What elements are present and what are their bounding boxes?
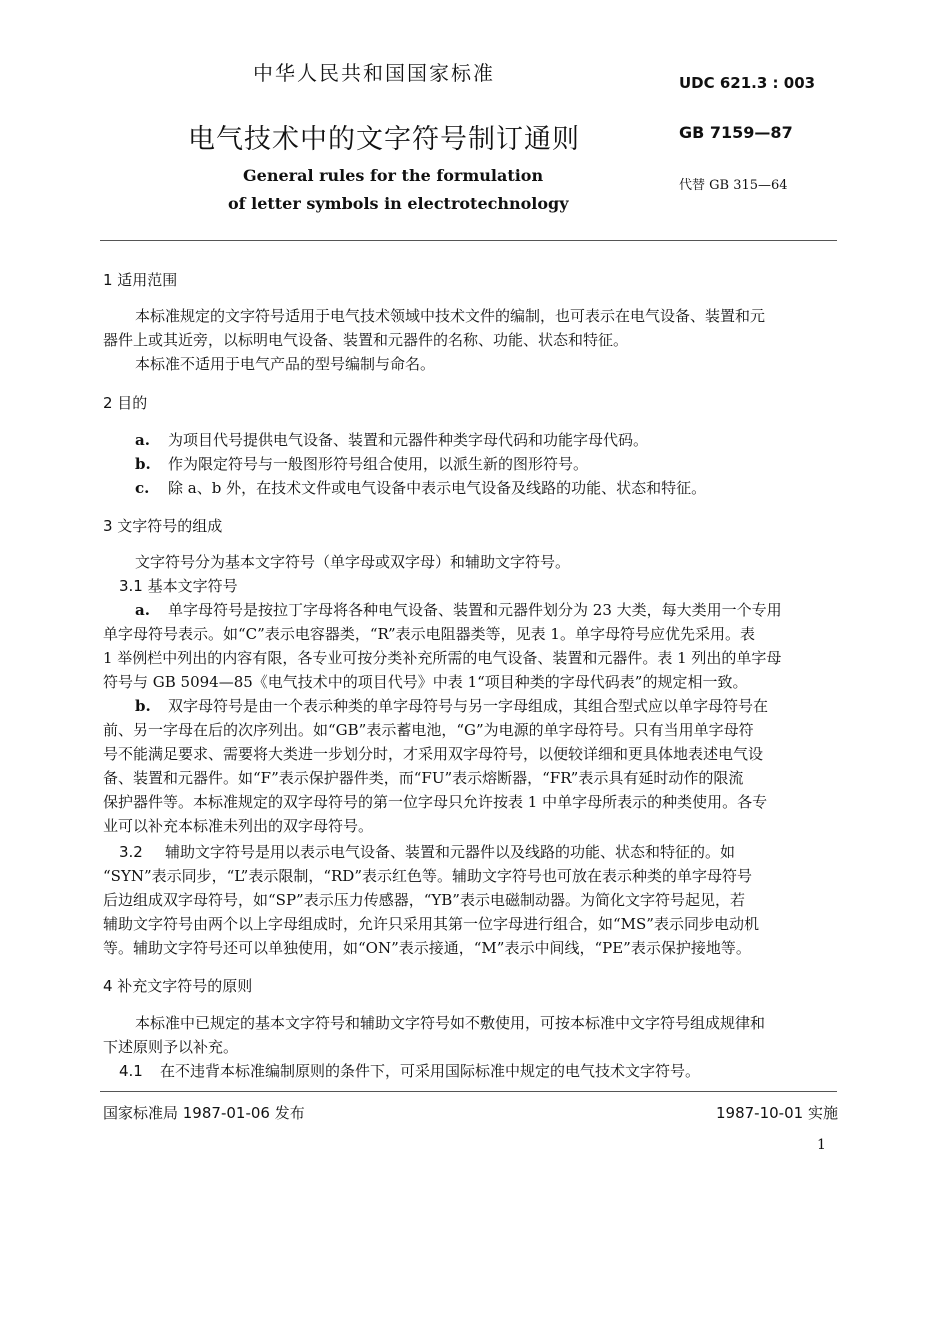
- effective-date: 1987-10-01 实施: [716, 1104, 838, 1122]
- footer-divider: [100, 1091, 837, 1092]
- udc-code: UDC 621.3 : 003: [679, 74, 816, 92]
- purpose-b-label: b.: [135, 455, 151, 473]
- subsection-3-2-line-2: “SYN”表示同步，“L”表示限制，“RD”表示红色等。辅助文字符号也可放在表示种类的单字母符号: [103, 867, 753, 885]
- standard-number: GB 7159—87: [679, 123, 793, 142]
- section-4-heading: 4 补充文字符号的原则: [103, 977, 253, 995]
- subsection-3-1-a-line-2: 单字母符号表示。如“C”表示电容器类，“R”表示电阻器类等，见表 1。单字母符号应优先采用。表: [103, 625, 755, 643]
- subsection-3-1-b-line-1: 双字母符号是由一个表示种类的单字母符号与另一字母组成，其组合型式应以单字母符号在: [168, 697, 769, 715]
- subsection-4-1-text: 在不违背本标准编制原则的条件下，可采用国际标准中规定的电气技术文字符号。: [160, 1062, 701, 1080]
- issue-date: 国家标准局 1987-01-06 发布: [103, 1104, 305, 1122]
- subsection-3-2-label: 3.2: [119, 843, 143, 861]
- subsection-3-1-a-line-4: 符号与 GB 5094—85《电气技术中的项目代号》中表 1“项目种类的字母代码表”的规定相一致。: [103, 673, 748, 691]
- issuing-country-standard: 中华人民共和国国家标准: [253, 61, 495, 85]
- purpose-a-label: a.: [135, 431, 150, 449]
- header-divider: [100, 240, 837, 241]
- document-title-en-line1: General rules for the formulation: [243, 166, 544, 185]
- subsection-3-1-b-line-5: 保护器件等。本标准规定的双字母符号的第一位字母只允许按表 1 中单字母所表示的种类使用。各专: [103, 793, 768, 811]
- section-2-heading: 2 目的: [103, 394, 148, 412]
- document-title-cn: 电气技术中的文字符号制订通则: [188, 124, 580, 155]
- subsection-3-1-a-label: a.: [135, 601, 150, 619]
- purpose-c-label: c.: [135, 479, 150, 497]
- document-title-en-line2: of letter symbols in electrotechnology: [228, 194, 569, 213]
- replaces-standard: 代替 GB 315—64: [679, 178, 788, 193]
- subsection-3-1-b-line-4: 备、装置和元器件。如“F”表示保护器件类，而“FU”表示熔断器，“FR”表示具有延时动作的限流: [103, 769, 744, 787]
- page-number: 1: [817, 1137, 826, 1153]
- section-1-para-1-line-2: 器件上或其近旁，以标明电气设备、装置和元器件的名称、功能、状态和特征。: [103, 331, 629, 349]
- section-3-intro: 文字符号分为基本文字符号（单字母或双字母）和辅助文字符号。: [135, 553, 571, 571]
- subsection-4-1-label: 4.1: [119, 1062, 143, 1080]
- purpose-b-text: 作为限定符号与一般图形符号组合使用，以派生新的图形符号。: [168, 455, 589, 473]
- section-1-heading: 1 适用范围: [103, 271, 178, 289]
- section-1-para-1-line-1: 本标准规定的文字符号适用于电气技术领域中技术文件的编制，也可表示在电气设备、装置和元: [135, 307, 766, 325]
- section-4-para-line-2: 下述原则予以补充。: [103, 1038, 239, 1056]
- section-3-heading: 3 文字符号的组成: [103, 517, 223, 535]
- subsection-3-1-b-line-3: 号不能满足要求、需要将大类进一步划分时，才采用双字母符号，以便较详细和更具体地表述电气设: [103, 745, 764, 763]
- subsection-3-2-line-1: 辅助文字符号是用以表示电气设备、装置和元器件以及线路的功能、状态和特征的。如: [165, 843, 736, 861]
- subsection-3-1-b-label: b.: [135, 697, 151, 715]
- purpose-a-text: 为项目代号提供电气设备、装置和元器件种类字母代码和功能字母代码。: [168, 431, 649, 449]
- purpose-c-text: 除 a、b 外，在技术文件或电气设备中表示电气设备及线路的功能、状态和特征。: [168, 479, 707, 497]
- subsection-3-1-a-line-1: 单字母符号是按拉丁字母将各种电气设备、装置和元器件划分为 23 大类，每大类用一个专用: [168, 601, 782, 619]
- section-4-para-line-1: 本标准中已规定的基本文字符号和辅助文字符号如不敷使用，可按本标准中文字符号组成规律和: [135, 1014, 766, 1032]
- subsection-3-2-line-4: 辅助文字符号由两个以上字母组成时，允许只采用其第一位字母进行组合，如“MS”表示同步电动机: [103, 915, 759, 933]
- subsection-3-1-b-line-2: 前、另一字母在后的次序列出。如“GB”表示蓄电池，“G”为电源的单字母符号。只有当用单字母符: [103, 721, 754, 739]
- section-1-para-2: 本标准不适用于电气产品的型号编制与命名。: [135, 355, 436, 373]
- subsection-3-1-b-line-6: 业可以补充本标准未列出的双字母符号。: [103, 817, 374, 835]
- subsection-3-1-heading: 3.1 基本文字符号: [119, 577, 238, 595]
- subsection-3-2-line-3: 后边组成双字母符号，如“SP”表示压力传感器，“YB”表示电磁制动器。为简化文字符号起见，若: [103, 891, 745, 909]
- subsection-3-2-line-5: 等。辅助文字符号还可以单独使用，如“ON”表示接通，“M”表示中间线，“PE”表示保护接地等。: [103, 939, 751, 957]
- subsection-3-1-a-line-3: 1 举例栏中列出的内容有限，各专业可按分类补充所需的电气设备、装置和元器件。表 1 列出的单字母: [103, 649, 782, 667]
